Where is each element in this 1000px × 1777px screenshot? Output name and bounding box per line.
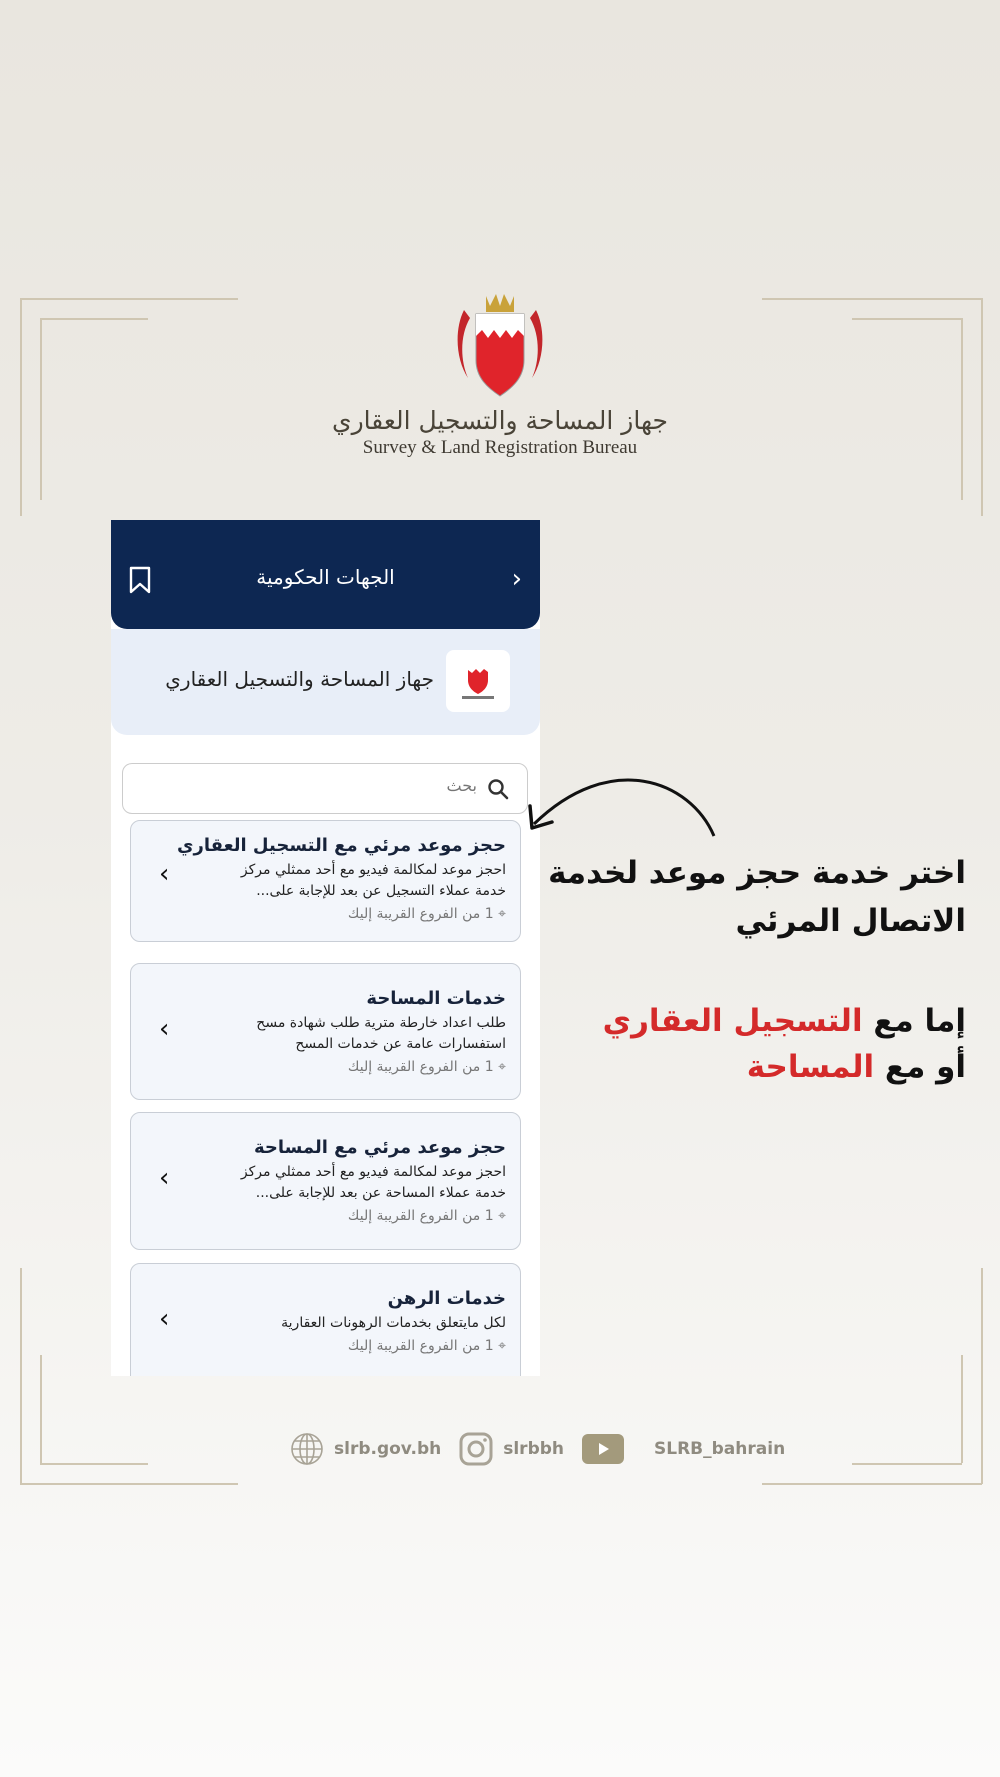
youtube-channel[interactable]: SLRB_bahrain [654, 1439, 786, 1459]
instagram-icon [459, 1432, 493, 1466]
service-title: خدمات المساحة [366, 988, 506, 1009]
globe-icon [290, 1432, 324, 1466]
org-logo [446, 650, 510, 712]
highlight-registration: التسجيل العقاري [602, 1003, 863, 1039]
callout-line-4: أو مع المساحة [746, 1049, 966, 1085]
frame-line [852, 1463, 962, 1465]
phone-screenshot [111, 520, 540, 1376]
service-branches: ⌖ 1 من الفروع القريبة إليك [347, 906, 506, 922]
youtube-icon [582, 1434, 624, 1464]
service-branches: ⌖ 1 من الفروع القريبة إليك [347, 1208, 506, 1224]
callout-line-2: الاتصال المرئي [735, 903, 966, 939]
service-title: حجز موعد مرئي مع المساحة [253, 1137, 506, 1158]
highlight-survey: المساحة [746, 1049, 875, 1085]
location-pin-icon: ⌖ [498, 1208, 506, 1224]
website-link[interactable]: slrb.gov.bh [334, 1439, 442, 1459]
location-pin-icon: ⌖ [498, 1338, 506, 1354]
location-pin-icon: ⌖ [498, 1059, 506, 1075]
service-description: طلب اعداد خارطة مترية طلب شهادة مسح استفسارات عامة عن خدمات المسح [256, 1015, 506, 1052]
frame-line [20, 1268, 22, 1484]
frame-line [762, 1483, 982, 1485]
header-title: الجهات الحكومية [256, 565, 395, 589]
service-card[interactable] [130, 820, 521, 942]
curved-arrow-icon [520, 760, 720, 850]
service-title: خدمات الرهن [387, 1288, 506, 1309]
service-title: حجز موعد مرئي مع التسجيل العقاري [177, 835, 506, 856]
app-header [111, 520, 540, 629]
service-description: لكل مايتعلق بخدمات الرهونات العقارية [281, 1315, 506, 1331]
location-pin-icon: ⌖ [498, 906, 506, 922]
bookmark-icon[interactable] [129, 566, 151, 594]
callout-line-1: اختر خدمة حجز موعد لخدمة [548, 855, 966, 891]
search-input[interactable] [177, 778, 477, 796]
chevron-left-icon: ‹ [159, 1304, 170, 1334]
social-footer [290, 1432, 785, 1466]
crest-icon [458, 658, 498, 702]
callout-line-3: إما مع التسجيل العقاري [602, 1003, 966, 1039]
service-card[interactable] [130, 1263, 521, 1376]
brand-name-ar: جهاز المساحة والتسجيل العقاري [332, 406, 668, 435]
frame-line [20, 1483, 238, 1485]
service-branches: ⌖ 1 من الفروع القريبة إليك [347, 1059, 506, 1075]
brand-logo [0, 290, 1000, 459]
frame-line [961, 1355, 963, 1463]
chevron-left-icon: ‹ [159, 859, 170, 889]
service-card[interactable] [130, 1112, 521, 1250]
chevron-left-icon: ‹ [159, 1163, 170, 1193]
org-name: جهاز المساحة والتسجيل العقاري [165, 667, 434, 691]
service-description: احجز موعد لمكالمة فيديو مع أحد ممثلي مركز خدمة عملاء المساحة عن بعد للإجابة على... [240, 1164, 506, 1201]
chevron-left-icon: ‹ [159, 1014, 170, 1044]
instagram-handle[interactable]: slrbbh [503, 1439, 565, 1459]
organization-banner [111, 629, 540, 735]
frame-line [40, 1355, 42, 1463]
service-card[interactable] [130, 963, 521, 1100]
brand-name-en: Survey & Land Registration Bureau [362, 437, 638, 458]
service-branches: ⌖ 1 من الفروع القريبة إليك [347, 1338, 506, 1354]
search-icon [487, 778, 509, 800]
frame-line [40, 1463, 148, 1465]
back-chevron-icon[interactable]: › [511, 564, 522, 594]
frame-line [981, 1268, 983, 1484]
service-description: احجز موعد لمكالمة فيديو مع أحد ممثلي مركز خدمة عملاء التسجيل عن بعد للإجابة على... [240, 862, 506, 899]
crest-icon [450, 290, 550, 400]
search-box[interactable] [122, 763, 528, 814]
